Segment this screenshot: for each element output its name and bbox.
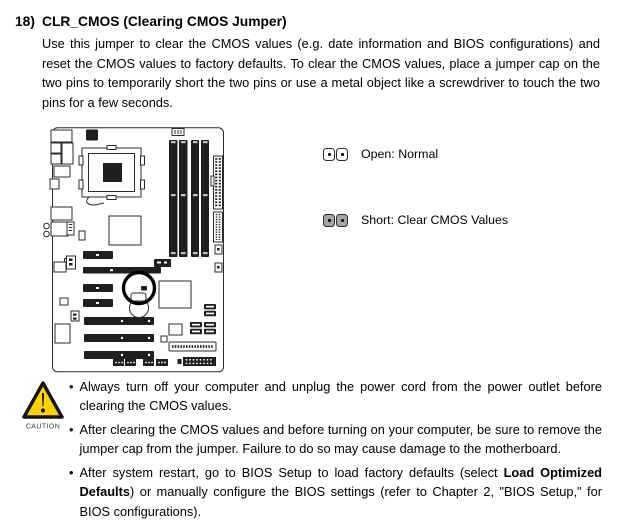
caution-bullet-2 (69, 420, 602, 459)
jumper-pin (336, 214, 348, 227)
pin-dot (328, 153, 331, 156)
legend-open (323, 147, 438, 161)
clock-chip (169, 324, 182, 335)
pin-dot (341, 153, 344, 156)
caution-icon (21, 380, 65, 432)
legend-open-label: Open: Normal (361, 147, 439, 161)
pin-dot (341, 219, 344, 222)
legend-short-label: Short: Clear CMOS Values (361, 213, 509, 227)
southbridge-chip (159, 281, 191, 308)
clr-cmos-jumper-header (131, 293, 146, 301)
section-body-text: Use this jumper to clear the CMOS values (e.g. date information and BIOS configurations) and reset the CMOS values to factory defaults. To clear the CMOS values, place a jumper cap on the two pins to temporarily short the two pins or use a metal object like a screwdriver to touch the two pins for a few seconds. (42, 36, 600, 110)
small-component (161, 336, 167, 342)
jumper-pin (323, 148, 335, 161)
pci-slots (84, 317, 154, 359)
bullet-marker: • (69, 464, 74, 480)
cpu-fan-header (172, 129, 184, 136)
section-title: CLR_CMOS (Clearing CMOS Jumper) (42, 14, 287, 29)
bottom-left-chip (55, 324, 70, 343)
short-jumper-icon (323, 214, 348, 227)
bullet-text: After system restart, go to BIOS Setup to load factory defaults (select (79, 465, 504, 481)
bullet-text: After clearing the CMOS values and before turning on your computer, be sure to remove the jumper cap from the jumper. Failure to do so may cause damage to the motherboard. (79, 422, 602, 457)
caution-bullet-1 (69, 377, 602, 416)
pin-dot (328, 219, 331, 222)
caution-label: CAUTION (25, 423, 61, 431)
bullet-text: Always turn off your computer and unplug the power cord from the power outlet before clearing the CMOS values. (79, 379, 602, 414)
bullet-bold-text: Load Optimized Defaults (79, 465, 602, 500)
top-component (86, 130, 98, 141)
cpu-socket (79, 146, 145, 206)
bullet-text: ) or manually configure the BIOS settings (refer to Chapter 2, "BIOS Setup," for BIOS configurations). (79, 484, 602, 519)
exclamation-dot (41, 408, 45, 412)
open-jumper-icon (323, 148, 348, 161)
fdd-connector (214, 212, 223, 242)
caution-bullet-3 (69, 463, 602, 521)
ide-connector (169, 342, 216, 351)
jumper-pin (323, 214, 335, 227)
caution-bullet-list (69, 377, 602, 526)
bullet-marker: • (69, 421, 74, 437)
motherboard-diagram (42, 127, 226, 373)
bullet-marker: • (69, 378, 74, 394)
section-number: 18) (15, 14, 35, 29)
legend-short (323, 213, 508, 227)
northbridge-chip (109, 216, 141, 245)
jumper-pin (336, 148, 348, 161)
clr-cmos-jumper (141, 286, 147, 291)
section-heading (15, 13, 287, 31)
